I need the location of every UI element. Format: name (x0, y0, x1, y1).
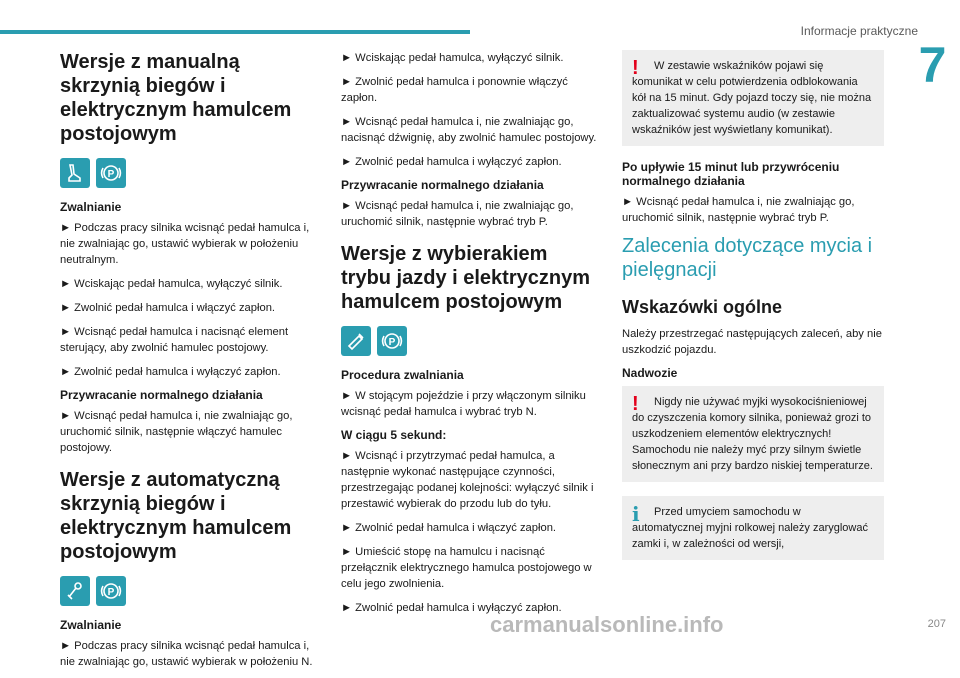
subheading-after-15: Po upływie 15 minut lub przywróceniu normalnego działania (622, 160, 840, 188)
chapter-number: 7 (918, 37, 947, 93)
svg-text:P: P (107, 587, 115, 598)
section-title: Informacje praktyczne (800, 24, 918, 38)
step: ► Zwolnić pedał hamulca i wyłączyć zapłon. (341, 602, 562, 614)
warning-note: ! Nigdy nie używać myjki wysokociśnieniowej do czyszczenia komory silnika, ponieważ grozi to uszkodzeniem elementów elektrycznych! Samochodu nie należy myć przy silnym świetle słonecznym ani przy bardzo niskiej temperaturze. (622, 386, 884, 482)
heading-selector: Wersje z wybierakiem trybu jazdy i elektrycznym hamulcem postojowym (341, 243, 590, 313)
step: ► W stojącym pojeździe i przy włączonym silniku wcisnąć pedał hamulca i wybrać tryb N. (341, 390, 586, 418)
step: ► Zwolnić pedał hamulca i włączyć zapłon. (341, 522, 557, 534)
step: ► Wcisnąć pedał hamulca i nacisnąć element sterujący, aby zwolnić hamulec postojowy. (60, 326, 289, 354)
paragraph: Należy przestrzegać następujących zaleceń, aby nie uszkodzić pojazdu. (622, 328, 882, 356)
step: ► Wcisnąć pedał hamulca i, nie zwalniając go, uruchomić silnik, następnie włączyć hamulec postojowy. (60, 410, 293, 454)
parking-brake-icon (96, 576, 126, 606)
selector-icon (341, 326, 371, 356)
step: ► Wcisnąć pedał hamulca i, nie zwalniając go, uruchomić silnik, następnie wybrać tryb P. (622, 196, 855, 224)
svg-text:P: P (388, 337, 396, 348)
subheading-restore: Przywracanie normalnego działania (60, 388, 263, 402)
exclamation-icon: ! (632, 393, 639, 415)
subheading-procedure: Procedura zwalniania (341, 368, 464, 382)
step: ► Podczas pracy silnika wcisnąć pedał hamulca i, nie zwalniając go, ustawić wybierak w położeniu N. (60, 640, 313, 668)
column-1 (60, 50, 315, 678)
heading-general: Wskazówki ogólne (622, 297, 783, 317)
warning-note: ! W zestawie wskaźników pojawi się komunikat w celu potwierdzenia odblokowania kół na 15 minut. Gdy pojazd toczy się, nie można zaktualizować systemu audio (w zestawie wskaźników jest wyświetlany komunikat). (622, 50, 884, 146)
column-3 (622, 50, 884, 574)
parking-brake-icon (96, 158, 126, 188)
step: ► Wcisnąć i przytrzymać pedał hamulca, a następnie wykonać następujące czynności, przestrzegając podanej kolejności: wyłączyć silnik i przestawić wybierak do przodu lub do tyłu. (341, 450, 594, 510)
gear-lever-icon (60, 576, 90, 606)
parking-brake-icon (377, 326, 407, 356)
watermark: carmanualsonline.info (490, 612, 724, 637)
step: ► Zwolnić pedał hamulca i ponownie włączyć zapłon. (341, 76, 568, 104)
step: ► Wciskając pedał hamulca, wyłączyć silnik. (60, 278, 283, 290)
subheading-within-5s: W ciągu 5 sekund: (341, 428, 447, 442)
subheading-body: Nadwozie (622, 366, 678, 380)
step: ► Zwolnić pedał hamulca i wyłączyć zapłon. (60, 366, 281, 378)
top-accent-bar (0, 30, 470, 34)
info-note: i Przed umyciem samochodu w automatycznej myjni rolkowej należy zaryglować zamki i, w zależności od wersji, (622, 496, 884, 560)
heading-automatic: Wersje z automatyczną skrzynią biegów i elektrycznym hamulcem postojowym (60, 469, 292, 563)
exclamation-icon: ! (632, 57, 639, 79)
info-icon: i (632, 502, 640, 526)
step: ► Wcisnąć pedał hamulca i, nie zwalniając go, uruchomić silnik, następnie wybrać tryb P. (341, 200, 574, 228)
step: ► Zwolnić pedał hamulca i wyłączyć zapłon. (341, 156, 562, 168)
section-heading-washing: Zalecenia dotyczące mycia i pielęgnacji (622, 235, 873, 281)
step: ► Wcisnąć pedał hamulca i, nie zwalniając go, nacisnąć dźwignię, aby zwolnić hamulec postojowy. (341, 116, 597, 144)
step: ► Podczas pracy silnika wcisnąć pedał hamulca i, nie zwalniając go, ustawić wybierak w położeniu neutralnym. (60, 222, 310, 266)
subheading-release: Zwalnianie (60, 618, 122, 632)
column-2 (341, 50, 601, 624)
icon-row (60, 576, 315, 606)
icon-row (341, 326, 601, 356)
step: ► Wciskając pedał hamulca, wyłączyć silnik. (341, 52, 564, 64)
subheading-restore: Przywracanie normalnego działania (341, 178, 544, 192)
icon-row (60, 158, 315, 188)
brake-pedal-icon (60, 158, 90, 188)
heading-manual: Wersje z manualną skrzynią biegów i elektrycznym hamulcem postojowym (60, 51, 292, 145)
subheading-release: Zwalnianie (60, 200, 122, 214)
step: ► Zwolnić pedał hamulca i włączyć zapłon. (60, 302, 276, 314)
page-number: 207 (927, 618, 946, 630)
step: ► Umieścić stopę na hamulcu i nacisnąć przełącznik elektrycznego hamulca postojowego w celu jego zwolnienia. (341, 546, 592, 590)
svg-text:P: P (107, 169, 115, 180)
